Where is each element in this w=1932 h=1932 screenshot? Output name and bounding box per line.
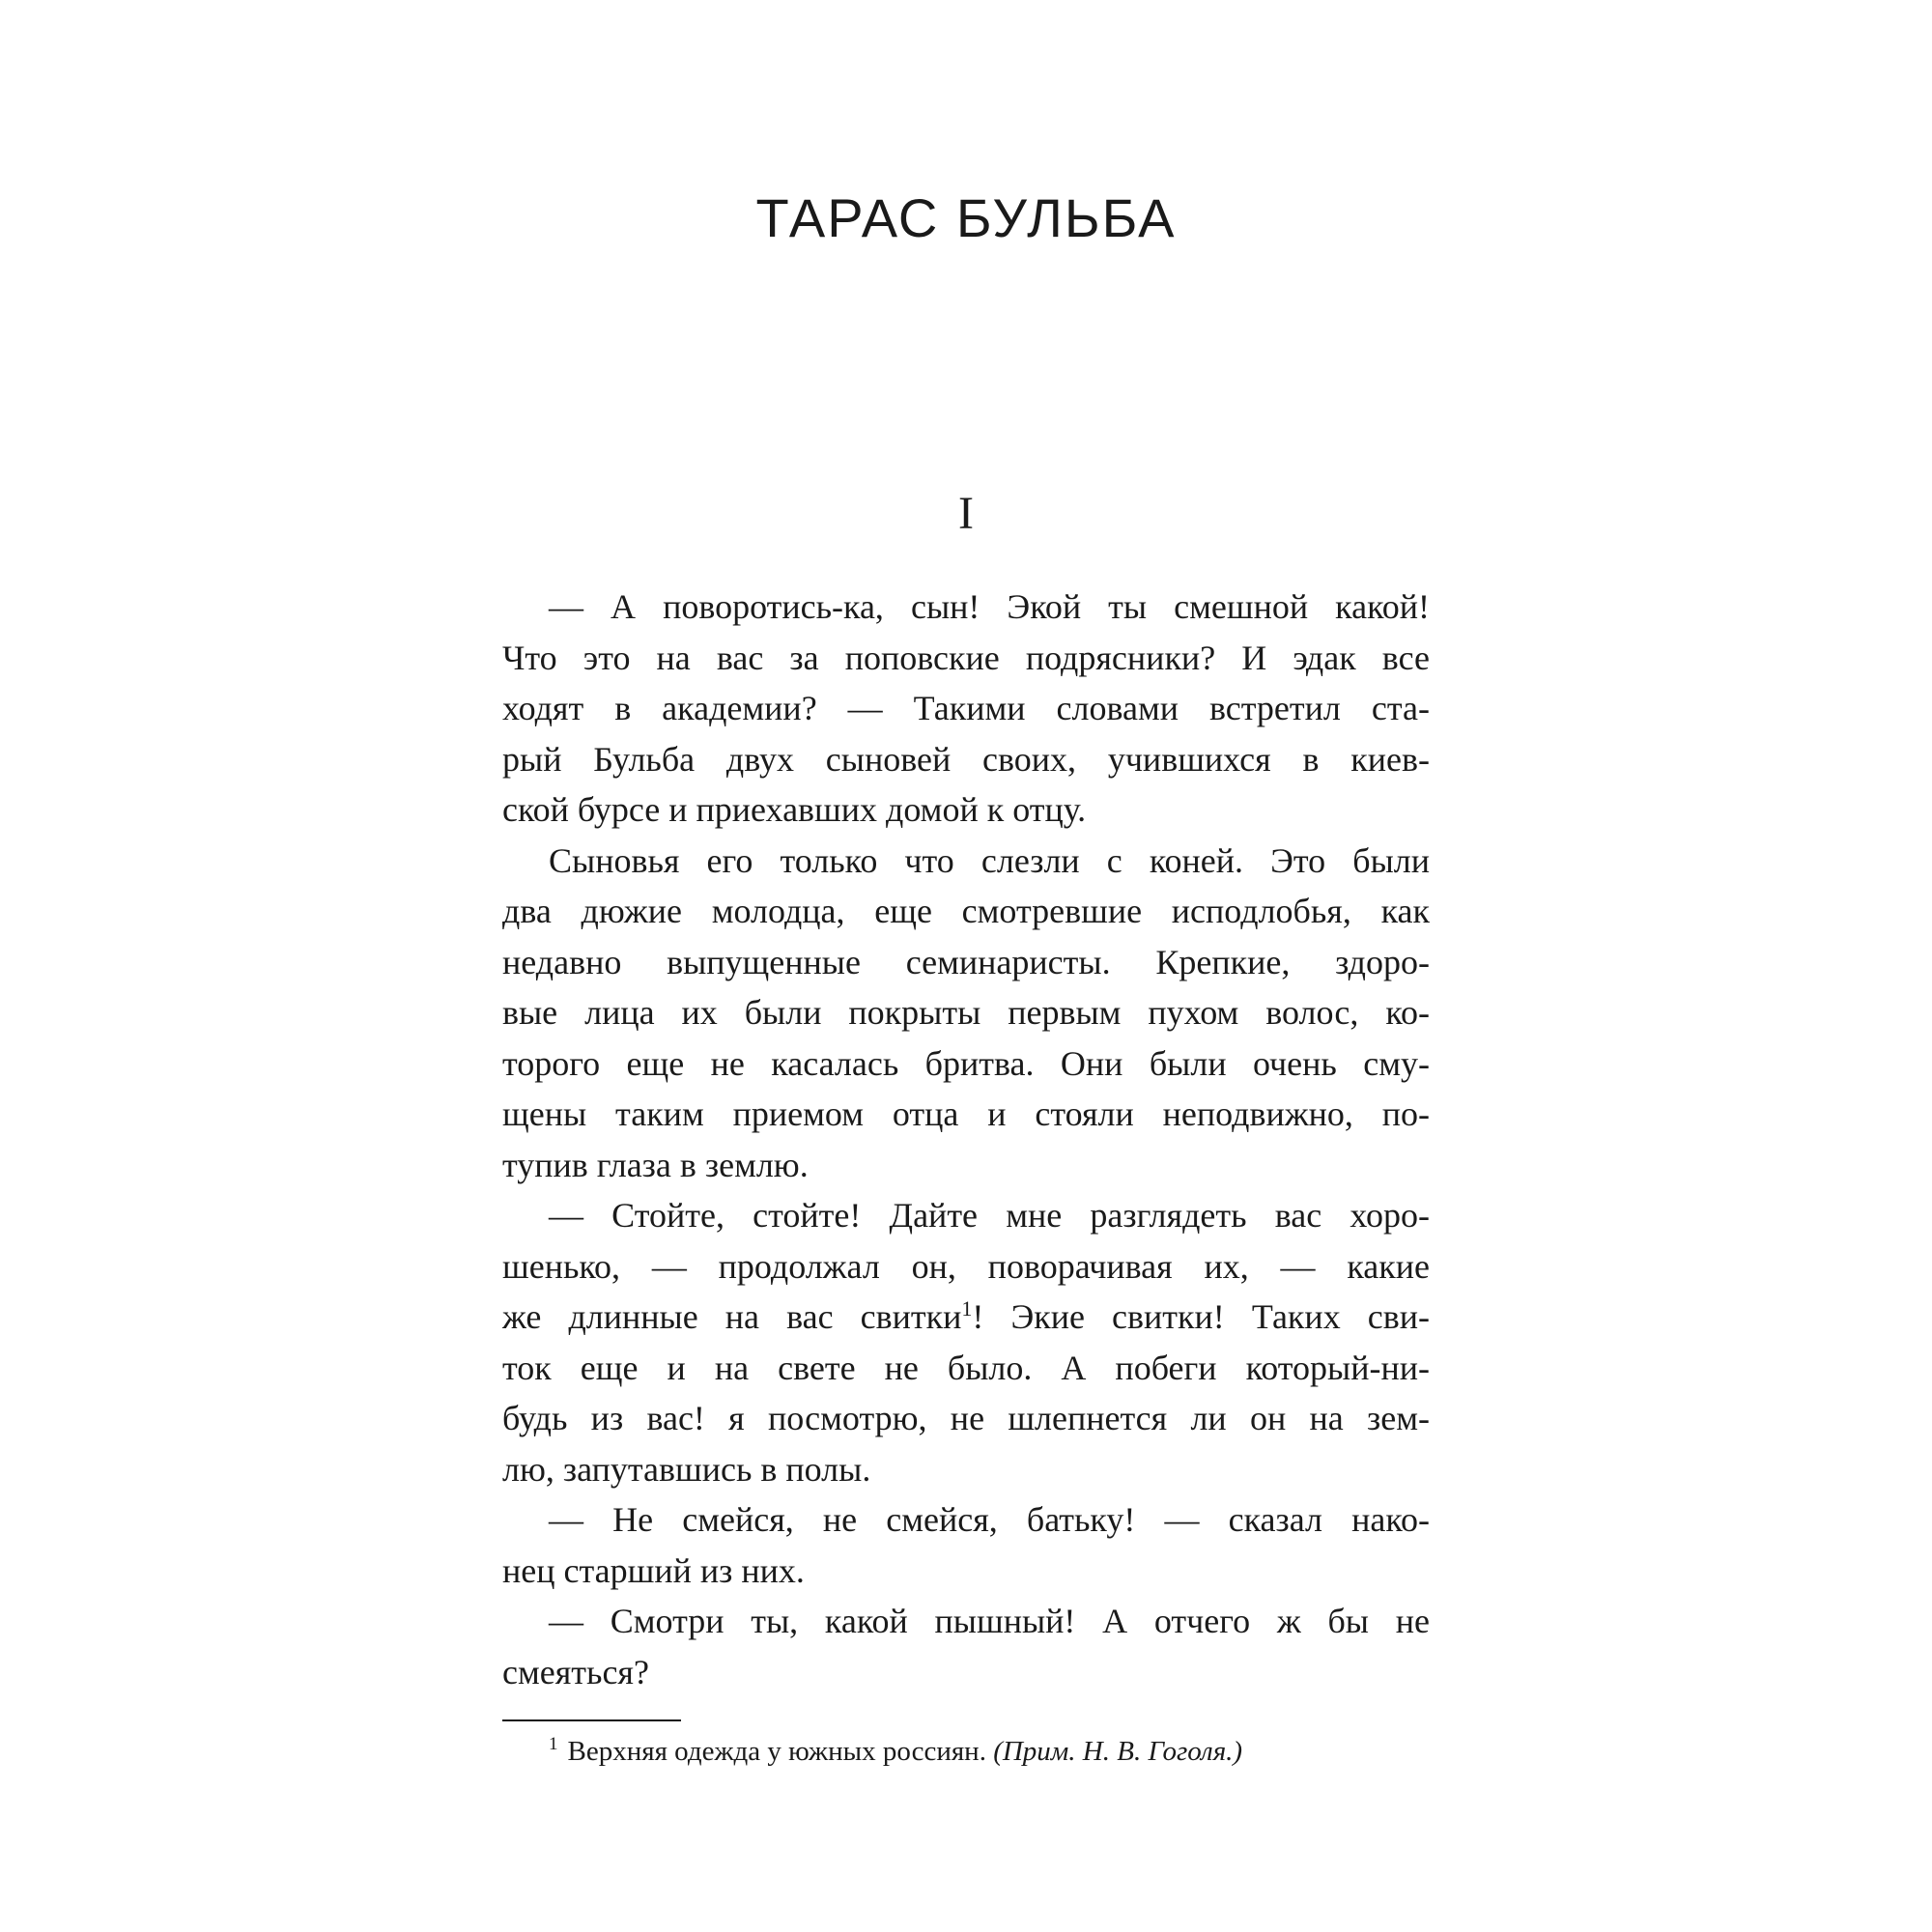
text-line: ской бурсе и приехавших домой к отцу. (502, 790, 1087, 829)
text-line: Сыновья его только что слезли с коней. Это были (549, 840, 1430, 880)
text-line: шенько, — продолжал он, поворачивая их, — какие (502, 1246, 1430, 1286)
text-line: два дюжие молодца, еще смотревшие исподлобья, как (502, 892, 1430, 930)
text-line: торого еще не касалась бритва. Они были очень сму- (502, 1043, 1430, 1083)
text-line: вые лица их были покрыты первым пухом волос, ко- (502, 993, 1430, 1032)
footnote-number: 1 (549, 1734, 558, 1755)
text-line: недавно выпущенные семинаристы. Крепкие, здоро- (502, 942, 1430, 981)
footnote (549, 1732, 1242, 1771)
text-line: нец старший из них. (502, 1550, 805, 1590)
text-line: лю, запутавшись в полы. (502, 1449, 871, 1489)
text-line: — А поворотись-ка, сын! Экой ты смешной какой! (549, 587, 1430, 626)
text-line-with-footnote (502, 1292, 1430, 1343)
text-line: будь из вас! я посмотрю, не шлепнется ли он на зем- (502, 1399, 1430, 1437)
text-line: ходят в академии? — Такими словами встретил ста- (502, 689, 1430, 727)
text-segment: же длинные на вас свитки (502, 1297, 962, 1336)
text-line: смеяться? (502, 1652, 649, 1691)
text-line: — Не смейся, не смейся, батьку! — сказал нако- (549, 1500, 1430, 1539)
book-title: ТАРАС БУЛЬБА (755, 187, 1177, 248)
text-line: тупив глаза в землю. (502, 1145, 809, 1184)
text-line: щены таким приемом отца и стояли неподвижно, по- (502, 1094, 1430, 1133)
text-line: рый Бульба двух сыновей своих, учившихся в киев- (502, 739, 1430, 779)
footnote-attribution: (Прим. Н. В. Гоголя.) (993, 1736, 1243, 1767)
text-segment: ! Экие свитки! Таких сви- (972, 1297, 1430, 1336)
text-line: — Смотри ты, какой пышный! А отчего ж бы не (549, 1602, 1430, 1640)
text-line: Что это на вас за поповские подрясники? И эдак все (502, 638, 1430, 677)
text-line: ток еще и на свете не было. А побеги который-ни- (502, 1348, 1430, 1387)
footnote-divider (502, 1719, 681, 1721)
main-text (502, 582, 1430, 1697)
chapter-number: I (958, 488, 974, 539)
footnote-text: Верхняя одежда у южных россиян. (567, 1736, 986, 1767)
text-line: — Стойте, стойте! Дайте мне разглядеть вас хоро- (549, 1196, 1430, 1235)
footnote-marker[interactable]: 1 (961, 1296, 973, 1321)
